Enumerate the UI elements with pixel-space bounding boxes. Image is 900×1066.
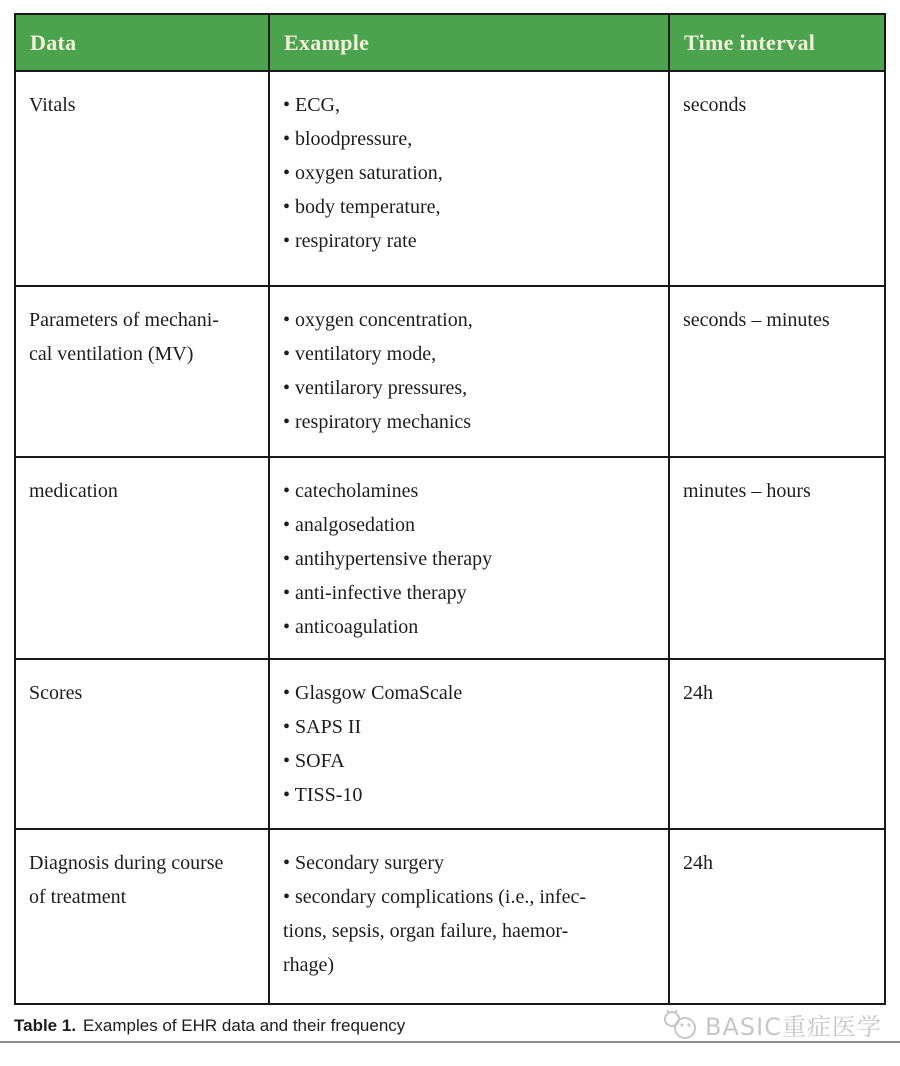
data-cell: [15, 829, 269, 1004]
example-bullet-item: • TISS-10: [283, 784, 363, 806]
data-cell-line: Parameters of mechani-: [29, 309, 219, 331]
data-cell-line: Vitals: [29, 94, 76, 116]
caption-text: Examples of EHR data and their frequency: [83, 1016, 406, 1035]
table-footer: [0, 1005, 900, 1043]
time-interval-cell: minutes – hours: [669, 457, 885, 659]
data-cell-line: Diagnosis during course: [29, 852, 224, 874]
example-bullet-item: • ventilatory mode,: [283, 343, 437, 365]
example-item-continuation: tions, sepsis, organ failure, haemor-: [283, 920, 569, 942]
col-header-data: Data: [15, 14, 269, 71]
example-bullet-item: • body temperature,: [283, 196, 441, 218]
time-interval-cell: 24h: [669, 829, 885, 1004]
example-cell: [269, 457, 669, 659]
table-body: [15, 71, 885, 1004]
table-row: [15, 71, 885, 286]
example-bullet-item: • Secondary surgery: [283, 852, 445, 874]
data-cell: [15, 71, 269, 286]
data-cell: [15, 457, 269, 659]
example-bullet-item: • ECG,: [283, 94, 341, 116]
example-bullet-item: • secondary complications (i.e., infec-: [283, 886, 586, 908]
table-row: [15, 457, 885, 659]
data-cell: [15, 286, 269, 457]
example-bullet-item: • SOFA: [283, 750, 345, 772]
data-cell-line: cal ventilation (MV): [29, 343, 194, 365]
example-bullet-item: • anti-infective therapy: [283, 582, 467, 604]
data-cell-line: medication: [29, 480, 118, 502]
time-interval-cell: 24h: [669, 659, 885, 829]
data-cell: [15, 659, 269, 829]
table-row: [15, 659, 885, 829]
caption-rule: [0, 1041, 900, 1043]
example-bullet-item: • antihypertensive therapy: [283, 548, 493, 570]
table-caption: [14, 1016, 405, 1036]
example-cell: [269, 829, 669, 1004]
example-cell: [269, 286, 669, 457]
data-cell-line: of treatment: [29, 886, 127, 908]
example-item-continuation: rhage): [283, 954, 335, 976]
ehr-data-table: [14, 13, 886, 1005]
example-bullet-item: • analgosedation: [283, 514, 415, 536]
example-bullet-item: • Glasgow ComaScale: [283, 682, 463, 704]
caption-label: Table 1.: [14, 1016, 77, 1035]
table-row: [15, 286, 885, 457]
example-bullet-item: • anticoagulation: [283, 616, 419, 638]
example-bullet-item: • SAPS II: [283, 716, 362, 738]
table-row: [15, 829, 885, 1004]
col-header-time-interval: Time interval: [669, 14, 885, 71]
time-interval-cell: seconds – minutes: [669, 286, 885, 457]
time-interval-cell: seconds: [669, 71, 885, 286]
header-row: [15, 14, 885, 71]
basic-mascot-logo-icon: [662, 1009, 700, 1041]
data-cell-line: Scores: [29, 682, 83, 704]
example-bullet-item: • oxygen concentration,: [283, 309, 473, 331]
example-bullet-item: • respiratory rate: [283, 230, 417, 252]
example-bullet-item: • bloodpressure,: [283, 128, 413, 150]
example-bullet-item: • oxygen saturation,: [283, 162, 443, 184]
example-bullet-item: • ventilarory pressures,: [283, 377, 468, 399]
example-bullet-item: • respiratory mechanics: [283, 411, 472, 433]
watermark: [662, 1007, 882, 1042]
example-cell: [269, 659, 669, 829]
watermark-text: BASIC重症医学: [705, 1013, 882, 1041]
example-bullet-item: • catecholamines: [283, 480, 419, 502]
col-header-example: Example: [269, 14, 669, 71]
example-cell: [269, 71, 669, 286]
